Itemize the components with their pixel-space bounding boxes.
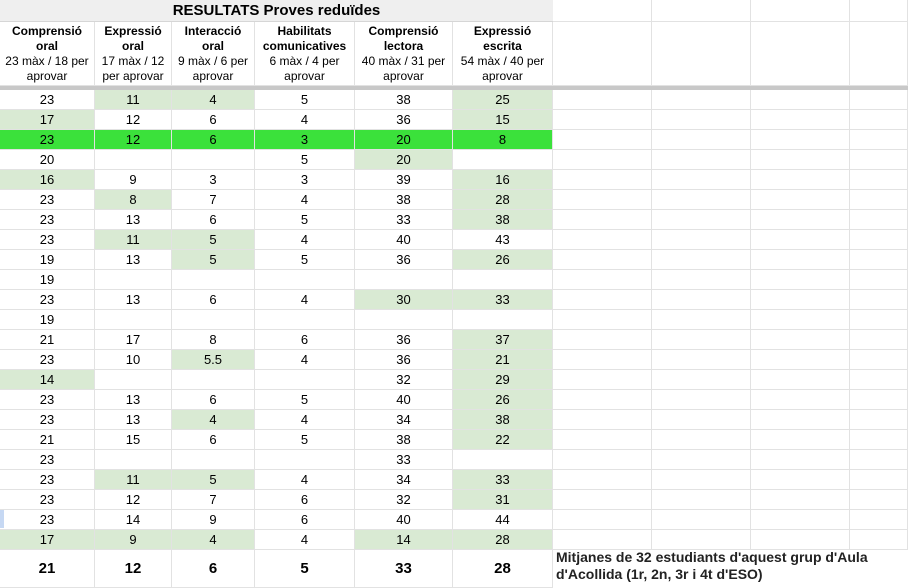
empty-cell[interactable] bbox=[751, 190, 850, 210]
data-cell[interactable]: 38 bbox=[355, 190, 453, 210]
data-cell[interactable]: 6 bbox=[172, 430, 255, 450]
empty-cell[interactable] bbox=[553, 410, 652, 430]
data-cell[interactable]: 10 bbox=[95, 350, 172, 370]
data-cell[interactable]: 21 bbox=[0, 430, 95, 450]
data-cell[interactable]: 4 bbox=[172, 410, 255, 430]
empty-cell[interactable] bbox=[553, 530, 652, 550]
data-cell[interactable]: 29 bbox=[453, 370, 553, 390]
data-cell[interactable]: 4 bbox=[255, 470, 355, 490]
data-cell[interactable]: 15 bbox=[453, 110, 553, 130]
empty-cell[interactable] bbox=[553, 430, 652, 450]
empty-cell[interactable] bbox=[553, 370, 652, 390]
data-cell[interactable]: 5 bbox=[255, 210, 355, 230]
data-cell[interactable]: 4 bbox=[255, 410, 355, 430]
empty-cell[interactable] bbox=[850, 310, 908, 330]
data-cell[interactable]: 26 bbox=[453, 250, 553, 270]
data-cell[interactable]: 16 bbox=[453, 170, 553, 190]
empty-cell[interactable] bbox=[850, 190, 908, 210]
empty-cell[interactable] bbox=[652, 210, 751, 230]
data-cell[interactable]: 23 bbox=[0, 470, 95, 490]
average-cell[interactable]: 33 bbox=[355, 550, 453, 588]
empty-cell[interactable] bbox=[553, 350, 652, 370]
data-cell[interactable]: 23 bbox=[0, 510, 95, 530]
data-cell[interactable]: 6 bbox=[255, 490, 355, 510]
empty-cell[interactable] bbox=[751, 330, 850, 350]
empty-cell[interactable] bbox=[553, 22, 652, 86]
column-header-subtitle: 54 màx / 40 per aprovar bbox=[460, 54, 545, 83]
data-cell[interactable]: 15 bbox=[95, 430, 172, 450]
empty-cell[interactable] bbox=[553, 210, 652, 230]
data-cell[interactable]: 4 bbox=[255, 350, 355, 370]
empty-cell[interactable] bbox=[652, 90, 751, 110]
data-cell[interactable] bbox=[172, 370, 255, 390]
empty-cell[interactable] bbox=[553, 290, 652, 310]
empty-cell[interactable] bbox=[751, 390, 850, 410]
data-cell[interactable]: 4 bbox=[255, 230, 355, 250]
data-cell[interactable]: 6 bbox=[172, 290, 255, 310]
data-cell[interactable]: 22 bbox=[453, 430, 553, 450]
empty-cell[interactable] bbox=[652, 390, 751, 410]
data-cell[interactable] bbox=[95, 370, 172, 390]
empty-cell[interactable] bbox=[850, 450, 908, 470]
empty-cell[interactable] bbox=[850, 150, 908, 170]
data-cell[interactable]: 38 bbox=[453, 410, 553, 430]
column-header-subtitle: 6 màx / 4 per aprovar bbox=[269, 54, 340, 83]
empty-cell[interactable] bbox=[850, 430, 908, 450]
column-header[interactable] bbox=[172, 22, 255, 86]
column-header[interactable] bbox=[255, 22, 355, 86]
data-cell[interactable]: 36 bbox=[355, 110, 453, 130]
column-header[interactable] bbox=[453, 22, 553, 86]
data-cell[interactable]: 4 bbox=[255, 290, 355, 310]
empty-cell[interactable] bbox=[751, 450, 850, 470]
data-cell[interactable]: 13 bbox=[95, 390, 172, 410]
data-cell[interactable] bbox=[95, 450, 172, 470]
empty-cell[interactable] bbox=[652, 450, 751, 470]
empty-cell[interactable] bbox=[850, 470, 908, 490]
empty-cell[interactable] bbox=[751, 410, 850, 430]
data-cell[interactable]: 5 bbox=[172, 470, 255, 490]
empty-cell[interactable] bbox=[850, 210, 908, 230]
data-cell[interactable]: 8 bbox=[172, 330, 255, 350]
empty-cell[interactable] bbox=[652, 110, 751, 130]
data-cell[interactable]: 32 bbox=[355, 490, 453, 510]
data-cell[interactable]: 17 bbox=[0, 110, 95, 130]
column-header[interactable] bbox=[95, 22, 172, 86]
empty-cell[interactable] bbox=[850, 110, 908, 130]
data-cell[interactable]: 6 bbox=[172, 390, 255, 410]
empty-cell[interactable] bbox=[553, 90, 652, 110]
data-cell[interactable]: 40 bbox=[355, 510, 453, 530]
empty-cell[interactable] bbox=[652, 490, 751, 510]
data-cell[interactable]: 39 bbox=[355, 170, 453, 190]
data-cell[interactable]: 12 bbox=[95, 490, 172, 510]
data-cell[interactable]: 21 bbox=[453, 350, 553, 370]
empty-cell[interactable] bbox=[850, 270, 908, 290]
empty-cell[interactable] bbox=[652, 510, 751, 530]
data-cell[interactable] bbox=[95, 150, 172, 170]
column-header-title: Expressió escrita bbox=[473, 24, 532, 53]
empty-cell[interactable] bbox=[850, 490, 908, 510]
data-cell[interactable] bbox=[172, 270, 255, 290]
data-cell[interactable]: 5.5 bbox=[172, 350, 255, 370]
data-cell[interactable] bbox=[255, 310, 355, 330]
column-header-subtitle: 40 màx / 31 per aprovar bbox=[361, 54, 446, 83]
empty-cell[interactable] bbox=[553, 230, 652, 250]
data-cell[interactable]: 3 bbox=[255, 170, 355, 190]
data-cell[interactable]: 40 bbox=[355, 390, 453, 410]
data-cell[interactable]: 5 bbox=[255, 90, 355, 110]
data-cell[interactable] bbox=[453, 150, 553, 170]
data-cell[interactable] bbox=[255, 270, 355, 290]
data-cell[interactable]: 37 bbox=[453, 330, 553, 350]
data-cell[interactable]: 20 bbox=[355, 150, 453, 170]
data-cell[interactable]: 23 bbox=[0, 350, 95, 370]
average-cell[interactable]: 28 bbox=[453, 550, 553, 588]
data-cell[interactable]: 33 bbox=[355, 450, 453, 470]
sheet-title[interactable]: RESULTATS Proves reduïdes bbox=[0, 0, 553, 22]
empty-cell[interactable] bbox=[751, 270, 850, 290]
data-cell[interactable] bbox=[453, 270, 553, 290]
data-cell[interactable]: 23 bbox=[0, 410, 95, 430]
empty-cell[interactable] bbox=[553, 110, 652, 130]
data-cell[interactable]: 12 bbox=[95, 110, 172, 130]
empty-cell[interactable] bbox=[652, 290, 751, 310]
empty-cell[interactable] bbox=[850, 230, 908, 250]
data-cell[interactable]: 23 bbox=[0, 130, 95, 150]
empty-cell[interactable] bbox=[652, 370, 751, 390]
data-cell[interactable]: 11 bbox=[95, 230, 172, 250]
data-cell[interactable] bbox=[172, 310, 255, 330]
empty-cell[interactable] bbox=[652, 150, 751, 170]
empty-cell[interactable] bbox=[553, 450, 652, 470]
column-header-subtitle: 9 màx / 6 per aprovar bbox=[177, 54, 249, 83]
average-cell[interactable]: 12 bbox=[95, 550, 172, 588]
column-header[interactable] bbox=[0, 22, 95, 86]
data-cell[interactable]: 6 bbox=[255, 330, 355, 350]
column-header-subtitle: 17 màx / 12 per aprovar bbox=[101, 54, 165, 83]
column-header-title: Interacció oral bbox=[184, 24, 242, 53]
data-cell[interactable]: 23 bbox=[0, 390, 95, 410]
data-cell[interactable]: 13 bbox=[95, 250, 172, 270]
data-cell[interactable]: 6 bbox=[172, 110, 255, 130]
empty-cell[interactable] bbox=[652, 430, 751, 450]
data-cell[interactable]: 20 bbox=[0, 150, 95, 170]
data-cell[interactable]: 7 bbox=[172, 490, 255, 510]
data-cell[interactable]: 31 bbox=[453, 490, 553, 510]
data-cell[interactable]: 23 bbox=[0, 490, 95, 510]
data-cell[interactable]: 5 bbox=[172, 250, 255, 270]
data-cell[interactable]: 9 bbox=[172, 510, 255, 530]
empty-cell[interactable] bbox=[751, 250, 850, 270]
data-cell[interactable]: 6 bbox=[172, 210, 255, 230]
data-cell[interactable] bbox=[355, 270, 453, 290]
empty-cell[interactable] bbox=[652, 230, 751, 250]
empty-cell[interactable] bbox=[850, 90, 908, 110]
empty-cell[interactable] bbox=[553, 250, 652, 270]
empty-cell[interactable] bbox=[652, 350, 751, 370]
empty-cell[interactable] bbox=[751, 350, 850, 370]
empty-cell[interactable] bbox=[652, 170, 751, 190]
data-cell[interactable]: 4 bbox=[172, 530, 255, 550]
data-cell[interactable]: 11 bbox=[95, 470, 172, 490]
data-cell[interactable]: 38 bbox=[453, 210, 553, 230]
data-cell[interactable]: 19 bbox=[0, 270, 95, 290]
data-cell[interactable]: 5 bbox=[255, 150, 355, 170]
data-cell[interactable]: 23 bbox=[0, 450, 95, 470]
empty-cell[interactable] bbox=[652, 310, 751, 330]
data-cell[interactable]: 44 bbox=[453, 510, 553, 530]
empty-cell[interactable] bbox=[850, 530, 908, 550]
column-header[interactable] bbox=[355, 22, 453, 86]
data-cell[interactable] bbox=[355, 310, 453, 330]
empty-cell[interactable] bbox=[850, 330, 908, 350]
data-cell[interactable]: 8 bbox=[95, 190, 172, 210]
empty-cell[interactable] bbox=[553, 390, 652, 410]
data-cell[interactable]: 5 bbox=[172, 230, 255, 250]
data-cell[interactable]: 12 bbox=[95, 130, 172, 150]
empty-cell[interactable] bbox=[850, 390, 908, 410]
data-cell[interactable]: 30 bbox=[355, 290, 453, 310]
data-cell[interactable]: 8 bbox=[453, 130, 553, 150]
data-cell[interactable]: 28 bbox=[453, 530, 553, 550]
column-header-title: Expressió oral bbox=[104, 24, 162, 53]
data-cell[interactable] bbox=[255, 370, 355, 390]
empty-cell[interactable] bbox=[751, 370, 850, 390]
empty-cell[interactable] bbox=[850, 410, 908, 430]
data-cell[interactable]: 38 bbox=[355, 90, 453, 110]
averages-note[interactable]: Mitjanes de 32 estudiants d'aquest grup d'Aula d'Acollida (1r, 2n, 3r i 4t d'ESO) bbox=[556, 549, 868, 582]
data-cell[interactable]: 32 bbox=[355, 370, 453, 390]
empty-cell[interactable] bbox=[652, 0, 751, 22]
data-cell[interactable]: 34 bbox=[355, 470, 453, 490]
empty-cell[interactable] bbox=[553, 510, 652, 530]
data-cell[interactable]: 4 bbox=[255, 190, 355, 210]
data-cell[interactable]: 36 bbox=[355, 350, 453, 370]
empty-cell[interactable] bbox=[751, 210, 850, 230]
data-cell[interactable]: 14 bbox=[95, 510, 172, 530]
data-cell[interactable]: 20 bbox=[355, 130, 453, 150]
data-cell[interactable]: 25 bbox=[453, 90, 553, 110]
empty-cell[interactable] bbox=[553, 270, 652, 290]
data-cell[interactable]: 38 bbox=[355, 430, 453, 450]
empty-cell[interactable] bbox=[553, 130, 652, 150]
data-cell[interactable]: 5 bbox=[255, 430, 355, 450]
empty-cell[interactable] bbox=[751, 130, 850, 150]
empty-cell[interactable] bbox=[652, 250, 751, 270]
empty-cell[interactable] bbox=[751, 230, 850, 250]
empty-cell[interactable] bbox=[850, 510, 908, 530]
empty-cell[interactable] bbox=[850, 250, 908, 270]
empty-cell[interactable] bbox=[850, 0, 908, 22]
empty-cell[interactable] bbox=[751, 470, 850, 490]
data-cell[interactable]: 3 bbox=[172, 170, 255, 190]
column-header-title: Habilitats comunicatives bbox=[262, 24, 347, 53]
empty-cell[interactable] bbox=[751, 110, 850, 130]
data-cell[interactable]: 23 bbox=[0, 290, 95, 310]
data-cell[interactable]: 21 bbox=[0, 330, 95, 350]
data-cell[interactable]: 34 bbox=[355, 410, 453, 430]
empty-cell[interactable] bbox=[652, 22, 751, 86]
data-cell[interactable]: 6 bbox=[172, 130, 255, 150]
empty-cell[interactable] bbox=[553, 0, 652, 22]
data-cell[interactable]: 9 bbox=[95, 530, 172, 550]
data-cell[interactable]: 5 bbox=[255, 250, 355, 270]
data-cell[interactable]: 17 bbox=[95, 330, 172, 350]
data-cell[interactable]: 3 bbox=[255, 130, 355, 150]
empty-cell[interactable] bbox=[751, 430, 850, 450]
data-cell[interactable]: 23 bbox=[0, 210, 95, 230]
empty-cell[interactable] bbox=[751, 90, 850, 110]
data-cell[interactable]: 40 bbox=[355, 230, 453, 250]
data-cell[interactable]: 33 bbox=[355, 210, 453, 230]
empty-cell[interactable] bbox=[850, 370, 908, 390]
data-cell[interactable]: 4 bbox=[255, 110, 355, 130]
empty-cell[interactable] bbox=[652, 470, 751, 490]
data-cell[interactable]: 23 bbox=[0, 230, 95, 250]
empty-cell[interactable] bbox=[652, 190, 751, 210]
data-cell[interactable] bbox=[95, 310, 172, 330]
average-cell[interactable]: 21 bbox=[0, 550, 95, 588]
data-cell[interactable]: 13 bbox=[95, 290, 172, 310]
data-cell[interactable]: 16 bbox=[0, 170, 95, 190]
data-cell[interactable]: 7 bbox=[172, 190, 255, 210]
data-cell[interactable] bbox=[172, 150, 255, 170]
data-cell[interactable] bbox=[255, 450, 355, 470]
empty-cell[interactable] bbox=[751, 510, 850, 530]
data-cell[interactable]: 23 bbox=[0, 190, 95, 210]
data-cell[interactable] bbox=[453, 450, 553, 470]
data-cell[interactable] bbox=[172, 450, 255, 470]
empty-cell[interactable] bbox=[652, 530, 751, 550]
data-cell[interactable]: 4 bbox=[172, 90, 255, 110]
average-cell[interactable]: 6 bbox=[172, 550, 255, 588]
data-cell[interactable]: 43 bbox=[453, 230, 553, 250]
empty-cell[interactable] bbox=[751, 290, 850, 310]
data-cell[interactable]: 23 bbox=[0, 90, 95, 110]
empty-cell[interactable] bbox=[652, 410, 751, 430]
data-cell[interactable]: 14 bbox=[0, 370, 95, 390]
empty-cell[interactable] bbox=[652, 270, 751, 290]
empty-cell[interactable] bbox=[850, 290, 908, 310]
empty-cell[interactable] bbox=[850, 170, 908, 190]
empty-cell[interactable] bbox=[652, 130, 751, 150]
empty-cell[interactable] bbox=[751, 150, 850, 170]
data-cell[interactable]: 28 bbox=[453, 190, 553, 210]
data-cell[interactable]: 17 bbox=[0, 530, 95, 550]
data-cell[interactable] bbox=[453, 310, 553, 330]
empty-cell[interactable] bbox=[553, 170, 652, 190]
empty-cell[interactable] bbox=[553, 330, 652, 350]
empty-cell[interactable] bbox=[553, 310, 652, 330]
data-cell[interactable]: 9 bbox=[95, 170, 172, 190]
empty-cell[interactable] bbox=[751, 170, 850, 190]
data-cell[interactable] bbox=[95, 270, 172, 290]
average-cell[interactable]: 5 bbox=[255, 550, 355, 588]
data-cell[interactable]: 11 bbox=[95, 90, 172, 110]
data-cell[interactable]: 14 bbox=[355, 530, 453, 550]
data-cell[interactable]: 19 bbox=[0, 310, 95, 330]
data-cell[interactable]: 33 bbox=[453, 470, 553, 490]
empty-cell[interactable] bbox=[751, 0, 850, 22]
empty-cell[interactable] bbox=[850, 350, 908, 370]
empty-cell[interactable] bbox=[751, 490, 850, 510]
data-cell[interactable]: 36 bbox=[355, 330, 453, 350]
empty-cell[interactable] bbox=[850, 130, 908, 150]
data-cell[interactable]: 26 bbox=[453, 390, 553, 410]
data-cell[interactable]: 36 bbox=[355, 250, 453, 270]
data-cell[interactable]: 4 bbox=[255, 530, 355, 550]
empty-cell[interactable] bbox=[652, 330, 751, 350]
empty-cell[interactable] bbox=[553, 190, 652, 210]
empty-cell[interactable] bbox=[751, 22, 850, 86]
data-cell[interactable]: 13 bbox=[95, 410, 172, 430]
column-header-subtitle: 23 màx / 18 per aprovar bbox=[5, 54, 89, 83]
data-cell[interactable]: 33 bbox=[453, 290, 553, 310]
empty-cell[interactable] bbox=[553, 150, 652, 170]
empty-cell[interactable] bbox=[553, 470, 652, 490]
data-cell[interactable]: 5 bbox=[255, 390, 355, 410]
data-cell[interactable]: 13 bbox=[95, 210, 172, 230]
empty-cell[interactable] bbox=[751, 530, 850, 550]
empty-cell[interactable] bbox=[850, 22, 908, 86]
empty-cell[interactable] bbox=[553, 490, 652, 510]
column-header-title: Comprensió lectora bbox=[368, 24, 439, 53]
empty-cell[interactable] bbox=[751, 310, 850, 330]
data-cell[interactable]: 19 bbox=[0, 250, 95, 270]
column-header-title: Comprensió oral bbox=[11, 24, 82, 53]
data-cell[interactable]: 6 bbox=[255, 510, 355, 530]
